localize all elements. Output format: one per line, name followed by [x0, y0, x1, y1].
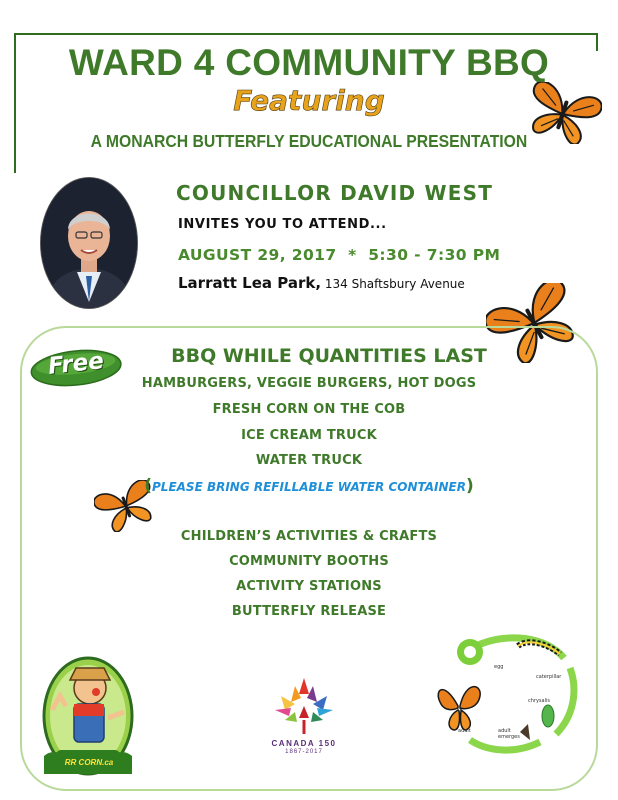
frame-top-border [14, 33, 598, 35]
venue-address: 134 Shaftsbury Avenue [324, 277, 465, 291]
bbq-heading: BBQ WHILE QUANTITIES LAST [171, 345, 487, 367]
invite-text: INVITES YOU TO ATTEND... [178, 217, 387, 232]
list-item: FRESH CORN ON THE COB [212, 402, 406, 417]
lifecycle-label-adult-emerges: adult emerges [498, 728, 520, 740]
note-open-paren: ( [144, 476, 152, 496]
lifecycle-label-chrysalis: chrysalis [528, 698, 550, 704]
canada-150-label: CANADA 150 [271, 739, 337, 748]
featuring-label: Featuring [233, 84, 385, 117]
corn-mascot-logo [38, 646, 138, 776]
councillor-portrait [40, 177, 138, 309]
note-close-paren: ) [466, 476, 474, 496]
person-photo-icon [41, 178, 137, 308]
canada-150-years: 1867-2017 [285, 749, 323, 755]
activity-item: BUTTERFLY RELEASE [231, 604, 387, 619]
flyer-title: WARD 4 COMMUNITY BBQ [68, 42, 550, 83]
event-location [178, 274, 465, 292]
activity-item: ACTIVITY STATIONS [236, 579, 382, 594]
canada-150-maple-leaf-icon [271, 676, 337, 742]
activity-item: COMMUNITY BOOTHS [229, 554, 389, 569]
list-item: ICE CREAM TRUCK [241, 428, 377, 443]
venue-name: Larratt Lea Park, [178, 274, 322, 292]
mascot-wordmark: RR CORN.ca [64, 758, 114, 767]
flyer-subtitle: A MONARCH BUTTERFLY EDUCATIONAL PRESENTATION [90, 131, 528, 151]
lifecycle-label-caterpillar: caterpillar [536, 674, 562, 680]
monarch-butterfly-icon [524, 82, 602, 144]
event-datetime: AUGUST 29, 2017 * 5:30 - 7:30 PM [178, 246, 501, 264]
list-item: WATER TRUCK [255, 453, 363, 468]
host-name: COUNCILLOR DAVID WEST [176, 181, 494, 205]
free-badge-label: Free [46, 348, 106, 380]
lifecycle-label-egg: egg [494, 664, 504, 670]
water-container-note [0, 476, 618, 496]
note-text: PLEASE BRING REFILLABLE WATER CONTAINER [152, 480, 466, 494]
list-item: HAMBURGERS, VEGGIE BURGERS, HOT DOGS [141, 376, 477, 391]
activity-item: CHILDREN’S ACTIVITIES & CRAFTS [180, 529, 438, 544]
lifecycle-label-adult: adult [458, 728, 471, 734]
butterfly-lifecycle-diagram [436, 624, 586, 759]
